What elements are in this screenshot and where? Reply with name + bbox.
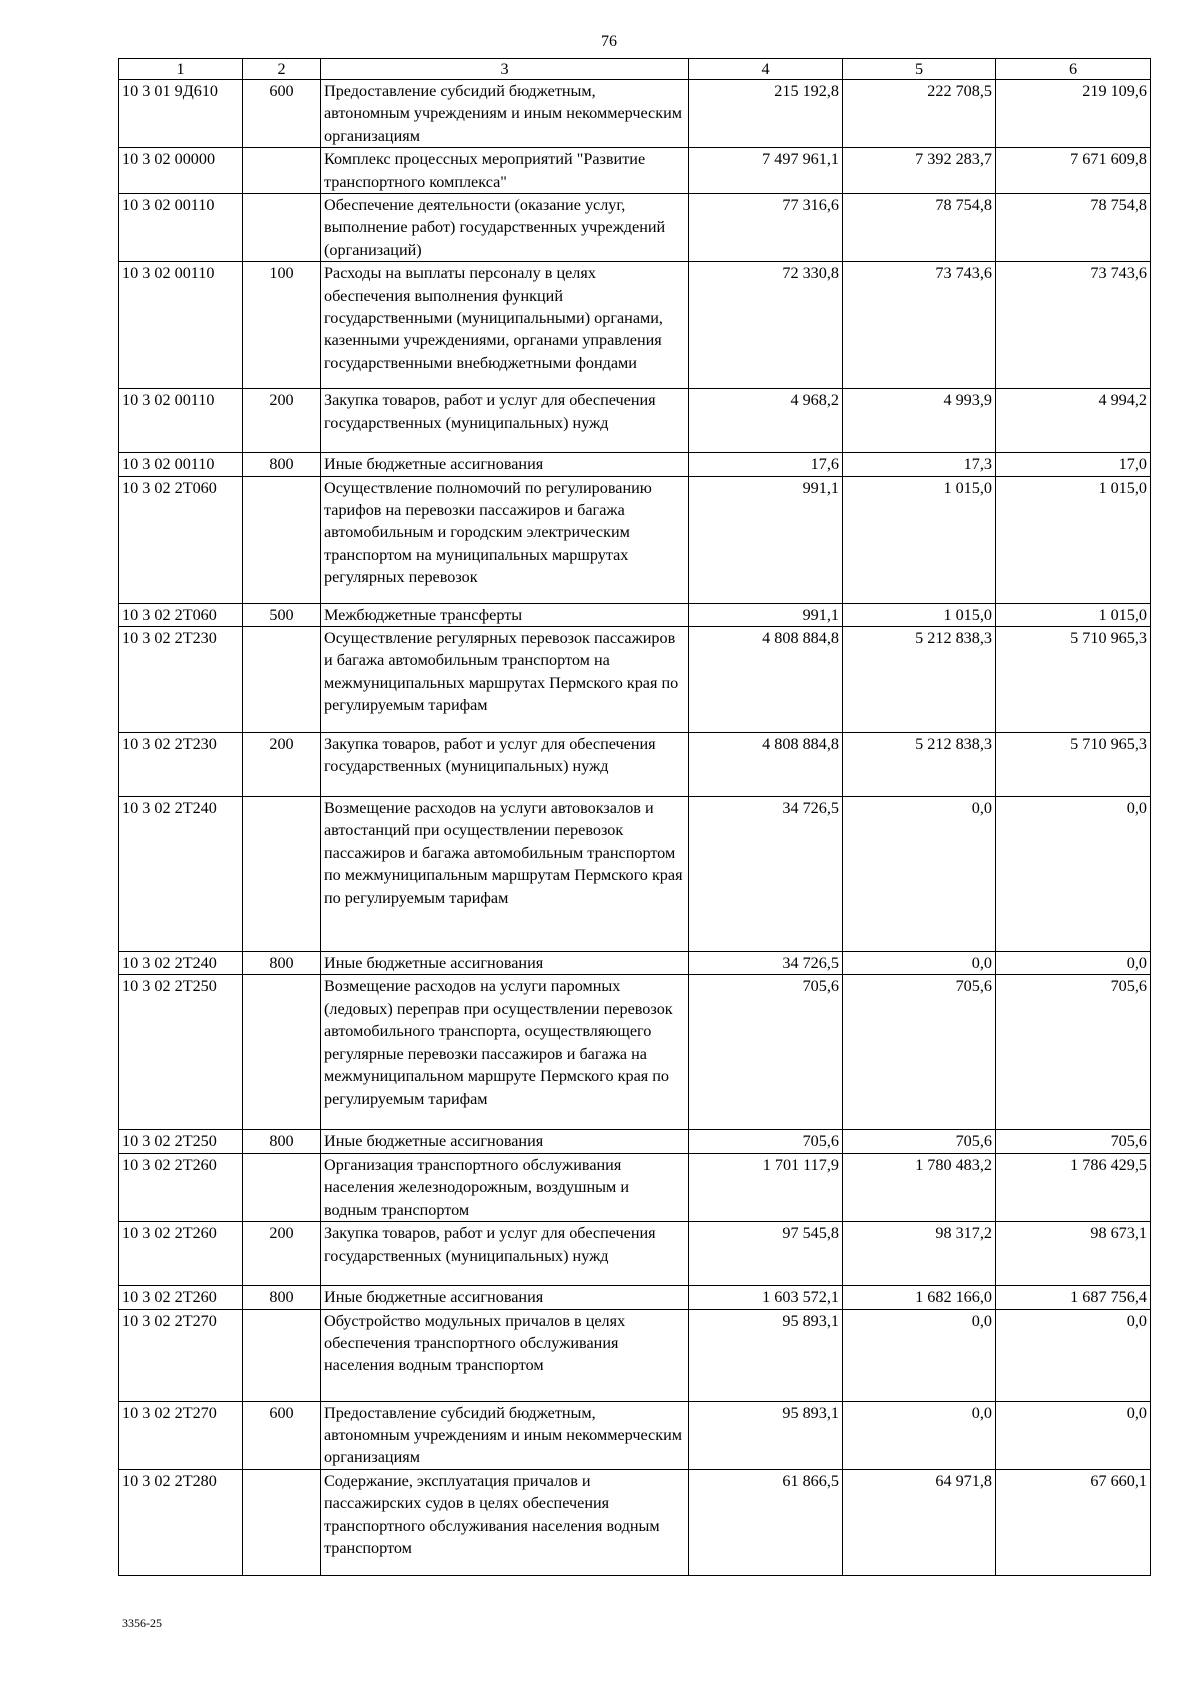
amount-col6-cell: 705,6	[996, 1130, 1151, 1153]
table-row	[119, 80, 1151, 148]
table-row	[119, 262, 1151, 389]
amount-col5-cell: 705,6	[843, 975, 996, 1130]
table-row	[119, 627, 1151, 733]
table-row	[119, 1309, 1151, 1401]
amount-col5-cell: 17,3	[843, 453, 996, 476]
item-name-cell: Осуществление полномочий по регулированию тарифов на перевозки пассажиров и багажа автомобильным и городским электрическим транспортом на муниципальных маршрутах регулярных перевозок	[321, 476, 689, 603]
code-cell: 10 3 02 00110	[119, 194, 243, 262]
item-name-cell: Возмещение расходов на услуги паромных (ледовых) переправ при осуществлении перевозок автомобильного транспорта, осуществляющего регулярные перевозки пассажиров и багажа на межмуниципальном маршруте Пермского края по регулируемым тарифам	[321, 975, 689, 1130]
column-header: 3	[321, 59, 689, 80]
code-cell: 10 3 02 2Т280	[119, 1469, 243, 1575]
amount-col6-cell: 67 660,1	[996, 1469, 1151, 1575]
amount-col4-cell: 34 726,5	[689, 797, 843, 952]
item-name-cell: Иные бюджетные ассигнования	[321, 453, 689, 476]
table-row	[119, 1469, 1151, 1575]
expense-type-cell	[243, 1309, 321, 1401]
item-name-cell: Иные бюджетные ассигнования	[321, 1286, 689, 1309]
code-cell: 10 3 01 9Д610	[119, 80, 243, 148]
amount-col5-cell: 0,0	[843, 952, 996, 975]
table-row	[119, 797, 1151, 952]
amount-col4-cell: 1 701 117,9	[689, 1153, 843, 1221]
amount-col5-cell: 4 993,9	[843, 389, 996, 453]
item-name-cell: Содержание, эксплуатация причалов и пассажирских судов в целях обеспечения транспортного обслуживания населения водным транспортом	[321, 1469, 689, 1575]
table-row	[119, 603, 1151, 626]
table-row	[119, 733, 1151, 797]
item-name-cell: Закупка товаров, работ и услуг для обеспечения государственных (муниципальных) нужд	[321, 1222, 689, 1286]
item-name-cell: Иные бюджетные ассигнования	[321, 1130, 689, 1153]
table-row	[119, 1130, 1151, 1153]
item-name-cell: Закупка товаров, работ и услуг для обеспечения государственных (муниципальных) нужд	[321, 389, 689, 453]
expense-type-cell	[243, 194, 321, 262]
amount-col5-cell: 78 754,8	[843, 194, 996, 262]
budget-table	[118, 58, 1151, 1576]
amount-col4-cell: 215 192,8	[689, 80, 843, 148]
amount-col4-cell: 4 808 884,8	[689, 627, 843, 733]
column-header: 1	[119, 59, 243, 80]
code-cell: 10 3 02 2Т240	[119, 797, 243, 952]
table-row	[119, 148, 1151, 194]
expense-type-cell: 100	[243, 262, 321, 389]
code-cell: 10 3 02 00110	[119, 389, 243, 453]
amount-col6-cell: 0,0	[996, 952, 1151, 975]
item-name-cell: Комплекс процессных мероприятий "Развитие транспортного комплекса"	[321, 148, 689, 194]
expense-type-cell: 500	[243, 603, 321, 626]
expense-type-cell: 600	[243, 80, 321, 148]
amount-col6-cell: 7 671 609,8	[996, 148, 1151, 194]
code-cell: 10 3 02 2Т060	[119, 603, 243, 626]
table-row	[119, 453, 1151, 476]
table-row	[119, 1286, 1151, 1309]
table-row	[119, 476, 1151, 603]
table-row	[119, 952, 1151, 975]
table-row	[119, 975, 1151, 1130]
amount-col6-cell: 98 673,1	[996, 1222, 1151, 1286]
amount-col4-cell: 17,6	[689, 453, 843, 476]
table-header-row	[119, 59, 1151, 80]
amount-col6-cell: 5 710 965,3	[996, 627, 1151, 733]
column-header: 4	[689, 59, 843, 80]
amount-col5-cell: 73 743,6	[843, 262, 996, 389]
item-name-cell: Возмещение расходов на услуги автовокзалов и автостанций при осуществлении перевозок пассажиров и багажа автомобильным транспортом по межмуниципальным маршрутам Пермского края по регулируемым тарифам	[321, 797, 689, 952]
item-name-cell: Расходы на выплаты персоналу в целях обеспечения выполнения функций государственными (муниципальными) органами, казенными учреждениями, органами управления государственными внебюджетными фондами	[321, 262, 689, 389]
amount-col4-cell: 61 866,5	[689, 1469, 843, 1575]
code-cell: 10 3 02 2Т260	[119, 1222, 243, 1286]
item-name-cell: Закупка товаров, работ и услуг для обеспечения государственных (муниципальных) нужд	[321, 733, 689, 797]
expense-type-cell: 800	[243, 1130, 321, 1153]
amount-col6-cell: 5 710 965,3	[996, 733, 1151, 797]
amount-col5-cell: 5 212 838,3	[843, 627, 996, 733]
column-header: 5	[843, 59, 996, 80]
expense-type-cell	[243, 975, 321, 1130]
code-cell: 10 3 02 2Т240	[119, 952, 243, 975]
amount-col4-cell: 97 545,8	[689, 1222, 843, 1286]
amount-col4-cell: 1 603 572,1	[689, 1286, 843, 1309]
page-number: 76	[601, 33, 617, 50]
amount-col6-cell: 0,0	[996, 1401, 1151, 1469]
item-name-cell: Обустройство модульных причалов в целях обеспечения транспортного обслуживания населения водным транспортом	[321, 1309, 689, 1401]
code-cell: 10 3 02 00000	[119, 148, 243, 194]
amount-col4-cell: 705,6	[689, 975, 843, 1130]
amount-col5-cell: 1 015,0	[843, 603, 996, 626]
code-cell: 10 3 02 2Т260	[119, 1153, 243, 1221]
column-header: 2	[243, 59, 321, 80]
amount-col5-cell: 0,0	[843, 1309, 996, 1401]
amount-col5-cell: 7 392 283,7	[843, 148, 996, 194]
code-cell: 10 3 02 00110	[119, 262, 243, 389]
code-cell: 10 3 02 2Т060	[119, 476, 243, 603]
amount-col5-cell: 1 780 483,2	[843, 1153, 996, 1221]
amount-col6-cell: 219 109,6	[996, 80, 1151, 148]
item-name-cell: Организация транспортного обслуживания населения железнодорожным, воздушным и водным транспортом	[321, 1153, 689, 1221]
amount-col5-cell: 1 682 166,0	[843, 1286, 996, 1309]
code-cell: 10 3 02 2Т260	[119, 1286, 243, 1309]
amount-col6-cell: 1 015,0	[996, 603, 1151, 626]
expense-type-cell	[243, 148, 321, 194]
amount-col4-cell: 72 330,8	[689, 262, 843, 389]
code-cell: 10 3 02 2Т270	[119, 1401, 243, 1469]
expense-type-cell: 800	[243, 952, 321, 975]
amount-col4-cell: 705,6	[689, 1130, 843, 1153]
amount-col5-cell: 1 015,0	[843, 476, 996, 603]
expense-type-cell	[243, 476, 321, 603]
amount-col6-cell: 1 786 429,5	[996, 1153, 1151, 1221]
expense-type-cell: 200	[243, 733, 321, 797]
amount-col6-cell: 78 754,8	[996, 194, 1151, 262]
amount-col4-cell: 991,1	[689, 603, 843, 626]
item-name-cell: Межбюджетные трансферты	[321, 603, 689, 626]
amount-col6-cell: 0,0	[996, 797, 1151, 952]
amount-col4-cell: 4 808 884,8	[689, 733, 843, 797]
table-row	[119, 1222, 1151, 1286]
amount-col5-cell: 0,0	[843, 797, 996, 952]
expense-type-cell	[243, 1153, 321, 1221]
expense-type-cell: 800	[243, 453, 321, 476]
item-name-cell: Обеспечение деятельности (оказание услуг, выполнение работ) государственных учреждений (организаций)	[321, 194, 689, 262]
code-cell: 10 3 02 00110	[119, 453, 243, 476]
amount-col5-cell: 222 708,5	[843, 80, 996, 148]
table-row	[119, 194, 1151, 262]
code-cell: 10 3 02 2Т230	[119, 627, 243, 733]
expense-type-cell	[243, 627, 321, 733]
amount-col5-cell: 705,6	[843, 1130, 996, 1153]
code-cell: 10 3 02 2Т270	[119, 1309, 243, 1401]
code-cell: 10 3 02 2Т250	[119, 975, 243, 1130]
expense-type-cell: 800	[243, 1286, 321, 1309]
amount-col6-cell: 705,6	[996, 975, 1151, 1130]
item-name-cell: Предоставление субсидий бюджетным, автономным учреждениям и иным некоммерческим организациям	[321, 1401, 689, 1469]
amount-col6-cell: 1 687 756,4	[996, 1286, 1151, 1309]
expense-type-cell: 200	[243, 389, 321, 453]
amount-col5-cell: 64 971,8	[843, 1469, 996, 1575]
amount-col5-cell: 5 212 838,3	[843, 733, 996, 797]
table-row	[119, 1153, 1151, 1221]
amount-col6-cell: 17,0	[996, 453, 1151, 476]
amount-col6-cell: 73 743,6	[996, 262, 1151, 389]
amount-col4-cell: 34 726,5	[689, 952, 843, 975]
amount-col6-cell: 1 015,0	[996, 476, 1151, 603]
table-row	[119, 389, 1151, 453]
expense-type-cell: 200	[243, 1222, 321, 1286]
expense-type-cell	[243, 1469, 321, 1575]
code-cell: 10 3 02 2Т250	[119, 1130, 243, 1153]
code-cell: 10 3 02 2Т230	[119, 733, 243, 797]
table-row	[119, 1401, 1151, 1469]
amount-col4-cell: 95 893,1	[689, 1401, 843, 1469]
amount-col6-cell: 4 994,2	[996, 389, 1151, 453]
amount-col5-cell: 0,0	[843, 1401, 996, 1469]
item-name-cell: Осуществление регулярных перевозок пассажиров и багажа автомобильным транспортом на межмуниципальных маршрутах Пермского края по регулируемым тарифам	[321, 627, 689, 733]
amount-col4-cell: 4 968,2	[689, 389, 843, 453]
expense-type-cell	[243, 797, 321, 952]
document-code: 3356-25	[122, 1616, 162, 1630]
item-name-cell: Предоставление субсидий бюджетным, автономным учреждениям и иным некоммерческим организациям	[321, 80, 689, 148]
column-header: 6	[996, 59, 1151, 80]
expense-type-cell: 600	[243, 1401, 321, 1469]
amount-col4-cell: 991,1	[689, 476, 843, 603]
amount-col4-cell: 77 316,6	[689, 194, 843, 262]
item-name-cell: Иные бюджетные ассигнования	[321, 952, 689, 975]
amount-col5-cell: 98 317,2	[843, 1222, 996, 1286]
amount-col6-cell: 0,0	[996, 1309, 1151, 1401]
amount-col4-cell: 7 497 961,1	[689, 148, 843, 194]
amount-col4-cell: 95 893,1	[689, 1309, 843, 1401]
